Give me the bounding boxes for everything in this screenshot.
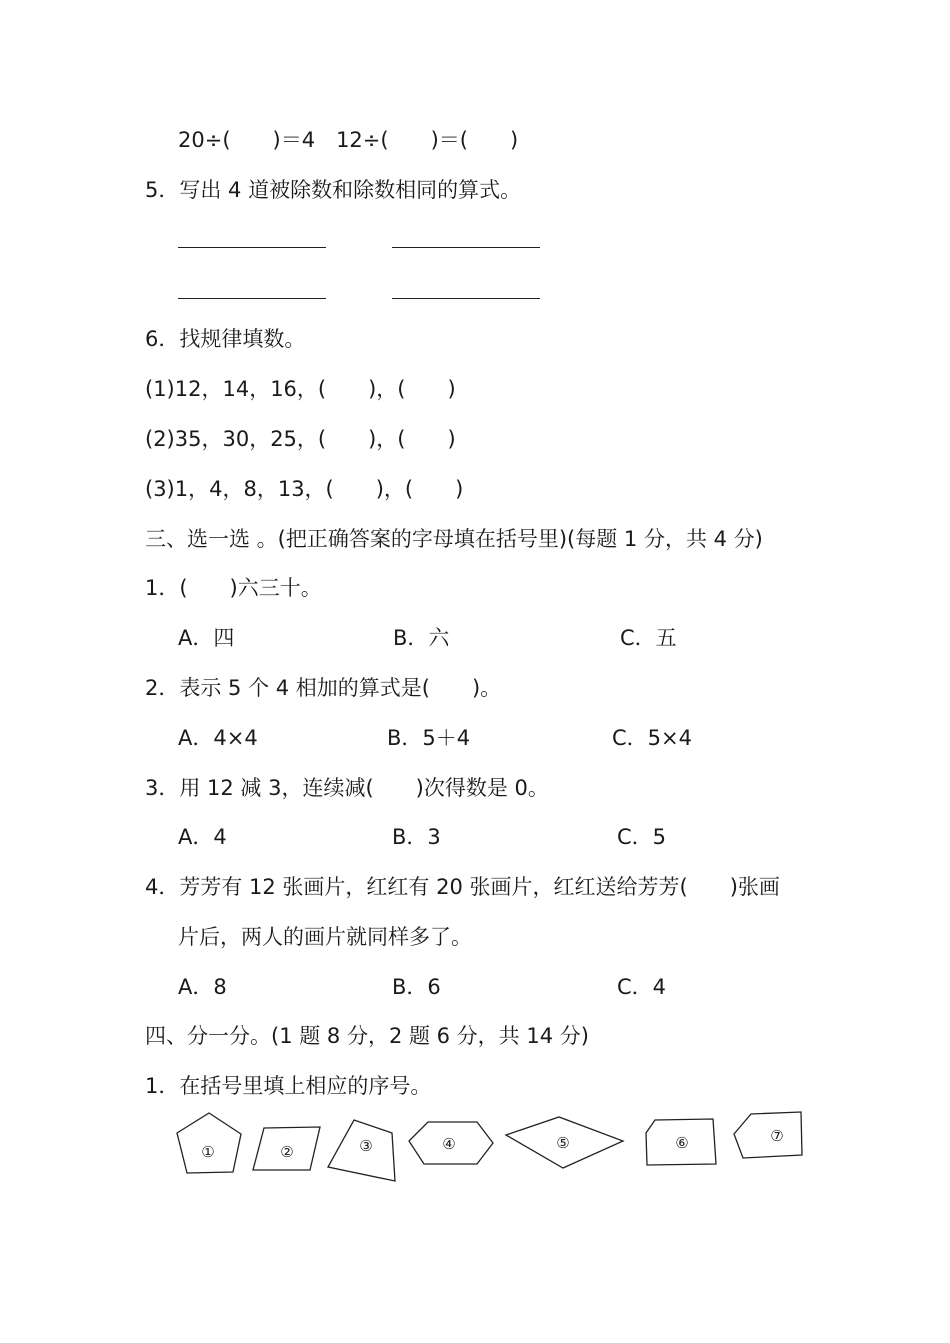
q4-continuation: 20÷( )＝4 12÷( )＝( ) xyxy=(178,128,519,152)
option-c[interactable]: C．4 xyxy=(617,975,667,999)
option-b[interactable]: B．六 xyxy=(393,626,450,650)
choice-question-3: 3．用 12 减 3，连续减( )次得数是 0。 xyxy=(145,776,549,800)
option-a[interactable]: A．4×4 xyxy=(178,726,258,750)
choice-question-4-cont: 片后，两人的画片就同样多了。 xyxy=(178,925,472,949)
option-a[interactable]: A．四 xyxy=(178,626,235,650)
shape-7-pentagon xyxy=(734,1112,802,1158)
option-a[interactable]: A．4 xyxy=(178,825,227,849)
shape-label: ④ xyxy=(442,1135,456,1153)
section-3-heading: 三、选一选 。(把正确答案的字母填在括号里)(每题 1 分，共 4 分) xyxy=(145,527,763,551)
shape-label: ⑤ xyxy=(556,1134,570,1152)
choice-question-1: 1．( )六三十。 xyxy=(145,576,322,600)
shape-label: ⑥ xyxy=(675,1134,689,1152)
shape-label: ③ xyxy=(359,1137,373,1155)
shape-label: ① xyxy=(201,1143,215,1161)
question-6-2: (2)35，30，25，( )，( ) xyxy=(145,427,456,451)
section-4-heading: 四、分一分。(1 题 8 分，2 题 6 分，共 14 分) xyxy=(145,1024,589,1048)
shape-label: ⑦ xyxy=(770,1127,784,1145)
option-a[interactable]: A．8 xyxy=(178,975,227,999)
choice-question-2: 2．表示 5 个 4 相加的算式是( )。 xyxy=(145,676,502,700)
question-6-3: (3)1，4，8，13，( )，( ) xyxy=(145,477,464,501)
option-b[interactable]: B．5＋4 xyxy=(387,726,471,750)
shape-label: ② xyxy=(280,1143,294,1161)
sort-question-1: 1．在括号里填上相应的序号。 xyxy=(145,1074,432,1098)
option-b[interactable]: B．3 xyxy=(392,825,441,849)
option-c[interactable]: C．5×4 xyxy=(612,726,692,750)
question-6: 6．找规律填数。 xyxy=(145,327,306,351)
question-5: 5．写出 4 道被除数和除数相同的算式。 xyxy=(145,178,522,202)
choice-question-4: 4．芳芳有 12 张画片，红红有 20 张画片，红红送给芳芳( )张画 xyxy=(145,875,780,899)
option-c[interactable]: C．5 xyxy=(617,825,667,849)
question-6-1: (1)12，14，16，( )，( ) xyxy=(145,377,456,401)
option-c[interactable]: C．五 xyxy=(620,626,677,650)
option-b[interactable]: B．6 xyxy=(392,975,441,999)
